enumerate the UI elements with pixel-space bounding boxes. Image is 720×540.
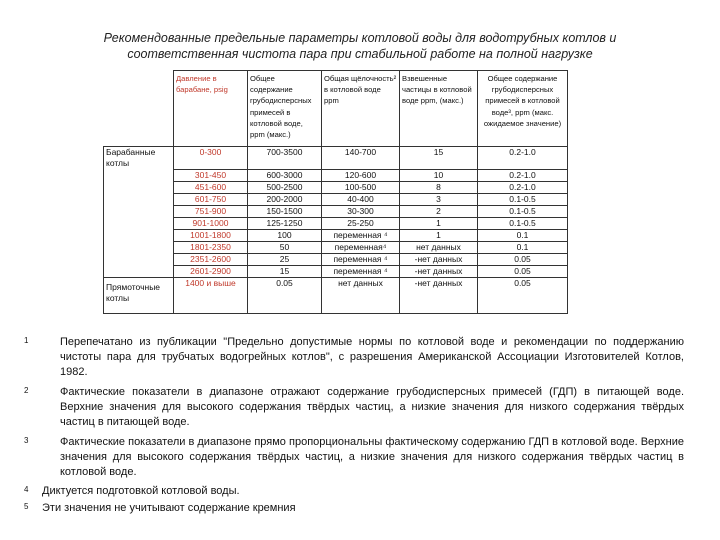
- footnote-text: Эти значения не учитывают содержание кремния: [42, 502, 296, 514]
- cell-tds: 500-2500: [248, 182, 322, 194]
- footnote-text: Перепечатано из публикации "Предельно допустимые нормы по котловой воде и рекомендации по поддержанию чистоты пара для трубчатых водогрейных котлов", с разрешения Американской Ассоциации Изготовителей Котлов, 1982.: [60, 336, 684, 378]
- footnote: [24, 501, 684, 516]
- table-row: [104, 206, 568, 218]
- cell-alk: переменная ⁴: [322, 266, 400, 278]
- cell-tds: 100: [248, 230, 322, 242]
- cell-tss: 15: [400, 147, 478, 170]
- cell-pressure: 751-900: [174, 206, 248, 218]
- cell-tss: 2: [400, 206, 478, 218]
- footnote: [24, 484, 684, 499]
- footnotes: [24, 335, 684, 518]
- cell-tss: нет данных: [400, 242, 478, 254]
- cell-alk: переменная⁴: [322, 242, 400, 254]
- cell-tss: -нет данных: [400, 254, 478, 266]
- table-row: [104, 170, 568, 182]
- cell-tds: 50: [248, 242, 322, 254]
- cell-tss: -нет данных: [400, 278, 478, 314]
- table-row: [104, 182, 568, 194]
- cell-alk: переменная ⁴: [322, 254, 400, 266]
- cell-steam: 0.1: [478, 230, 568, 242]
- cell-pressure: 0-300: [174, 147, 248, 170]
- cell-tds: 125-1250: [248, 218, 322, 230]
- cell-tss: 1: [400, 218, 478, 230]
- cell-tss: 10: [400, 170, 478, 182]
- cell-tds: 600-3000: [248, 170, 322, 182]
- footnote-number: 5: [24, 502, 29, 511]
- title-line-1: Рекомендованные предельные параметры котловой воды для водотрубных котлов и: [103, 31, 617, 45]
- table-header-row: [104, 71, 568, 147]
- cell-pressure: 1001-1800: [174, 230, 248, 242]
- cell-alk: 30-300: [322, 206, 400, 218]
- title-line-2: соответственная чистота пара при стабильной работе на полной нагрузке: [127, 47, 593, 61]
- cell-steam: 0.2-1.0: [478, 170, 568, 182]
- cell-tds: 0.05: [248, 278, 322, 314]
- cell-steam: 0.05: [478, 278, 568, 314]
- footnote: [24, 435, 684, 480]
- table-row: [104, 147, 568, 170]
- cell-steam: 0.05: [478, 266, 568, 278]
- footnote-number: 1: [24, 336, 29, 345]
- table-row: [104, 230, 568, 242]
- header-steam-tds: Общее содержание грубодисперсных примесей в котловой воде³, ppm (макс. ожидаемое значение): [478, 71, 568, 147]
- cell-pressure: 901-1000: [174, 218, 248, 230]
- cell-steam: 0.1: [478, 242, 568, 254]
- cell-alk: 100-500: [322, 182, 400, 194]
- cell-steam: 0.2-1.0: [478, 147, 568, 170]
- table-row: [104, 218, 568, 230]
- cell-alk: 120-600: [322, 170, 400, 182]
- cell-pressure: 2601-2900: [174, 266, 248, 278]
- cell-tss: 8: [400, 182, 478, 194]
- header-alkalinity: Общая щёлочность² в котловой воде ppm: [322, 71, 400, 147]
- table-row: [104, 242, 568, 254]
- cell-steam: 0.1-0.5: [478, 206, 568, 218]
- cell-tds: 15: [248, 266, 322, 278]
- cell-steam: 0.2-1.0: [478, 182, 568, 194]
- cell-alk: 40-400: [322, 194, 400, 206]
- footnote-number: 2: [24, 386, 29, 395]
- cell-alk: переменная ⁴: [322, 230, 400, 242]
- cell-pressure: 451-600: [174, 182, 248, 194]
- cell-tds: 700-3500: [248, 147, 322, 170]
- cell-steam: 0.05: [478, 254, 568, 266]
- cell-pressure: 1400 и выше: [174, 278, 248, 314]
- group-label-once-through-boilers: Прямоточные котлы: [104, 278, 174, 314]
- cell-alk: 25-250: [322, 218, 400, 230]
- cell-pressure: 301-450: [174, 170, 248, 182]
- table-row: [104, 254, 568, 266]
- document-title: [40, 30, 680, 62]
- cell-alk: нет данных: [322, 278, 400, 314]
- footnote-text: Диктуется подготовкой котловой воды.: [42, 485, 240, 497]
- cell-tss: -нет данных: [400, 266, 478, 278]
- cell-tss: 3: [400, 194, 478, 206]
- cell-pressure: 1801-2350: [174, 242, 248, 254]
- footnote-text: Фактические показатели в диапазоне отражают содержание грубодисперсных примесей (ГДП) в питающей воде. Верхние значения для высокого содержания твёрдых частиц, а низкие значения для низкого содержания твёрдых частиц в питающей воде.: [60, 386, 684, 428]
- cell-pressure: 2351-2600: [174, 254, 248, 266]
- cell-tds: 25: [248, 254, 322, 266]
- footnote-number: 3: [24, 436, 29, 445]
- header-blank: [104, 71, 174, 147]
- table-row: [104, 266, 568, 278]
- footnote: [24, 335, 684, 380]
- footnote: [24, 385, 684, 430]
- cell-tss: 1: [400, 230, 478, 242]
- group-label-drum-boilers: Барабанные котлы: [104, 147, 174, 278]
- table-row: [104, 278, 568, 314]
- cell-tds: 150-1500: [248, 206, 322, 218]
- cell-pressure: 601-750: [174, 194, 248, 206]
- cell-steam: 0.1-0.5: [478, 194, 568, 206]
- table-row: [104, 194, 568, 206]
- footnote-number: 4: [24, 485, 29, 494]
- header-pressure: Давление в барабане, psig: [174, 71, 248, 147]
- cell-tds: 200-2000: [248, 194, 322, 206]
- header-suspended: Взвешенные частицы в котловой воде ppm, (макс.): [400, 71, 478, 147]
- cell-steam: 0.1-0.5: [478, 218, 568, 230]
- header-tds: Общее содержание грубодисперсных примесей в котловой воде, ppm (макс.): [248, 71, 322, 147]
- boiler-water-table: [103, 70, 568, 314]
- cell-alk: 140-700: [322, 147, 400, 170]
- footnote-text: Фактические показатели в диапазоне прямо пропорциональны фактическому содержанию ГДП в котловой воде. Верхние значения для высокого содержания твёрдых частиц, а низкие значения для низкого содержания твёрдых частиц в котловой воде.: [60, 436, 684, 478]
